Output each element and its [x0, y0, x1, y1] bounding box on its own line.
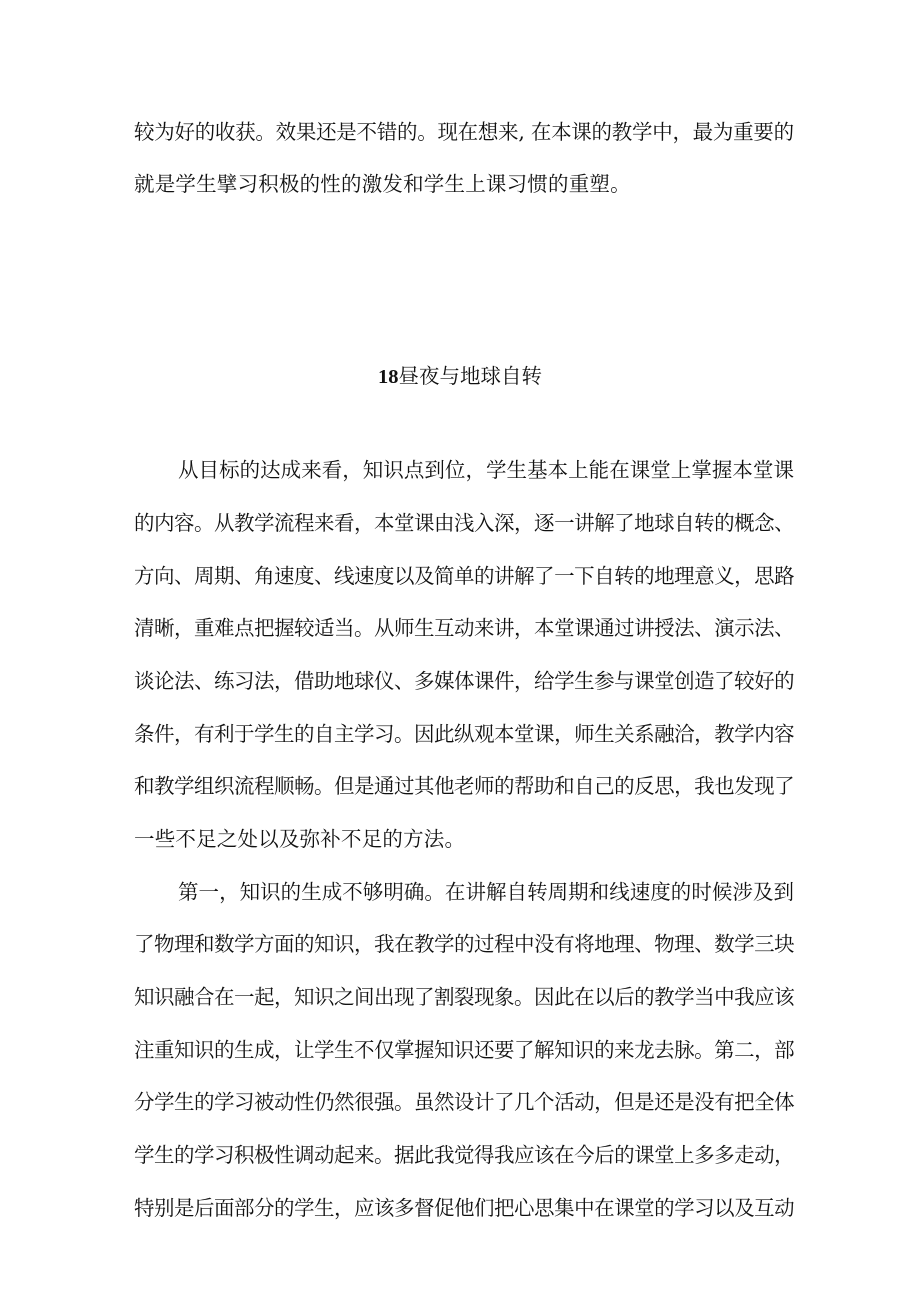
section-title-number: 18	[378, 366, 399, 388]
paragraph-2-line: 第一，知识的生成不够明确。在讲解自转周期和线速度的时候涉及到	[178, 880, 794, 904]
paragraph-1-line: 的内容。从教学流程来看，本堂课由浅入深，逐一讲解了地球自转的概念、	[134, 511, 795, 535]
paragraph-1-line: 从目标的达成来看，知识点到位，学生基本上能在课堂上掌握本堂课	[178, 458, 794, 482]
section-title-text: 昼夜与地球自转	[398, 364, 542, 388]
paragraph-2-line: 了物理和数学方面的知识，我在教学的过程中没有将地理、物理、数学三块	[134, 932, 795, 956]
section-title	[0, 362, 920, 391]
paragraph-1-line: 和教学组织流程顺畅。但是通过其他老师的帮助和自己的反思，我也发现了	[134, 774, 795, 798]
paragraph-1-line: 一些不足之处以及弥补不足的方法。	[134, 827, 466, 851]
paragraph-1-line: 方向、周期、角速度、线速度以及简单的讲解了一下自转的地理意义，思路	[134, 564, 795, 588]
paragraph-1-line: 条件，有利于学生的自主学习。因此纵观本堂课，师生关系融洽，教学内容	[134, 722, 795, 746]
paragraph-2-line: 知识融合在一起，知识之间出现了割裂现象。因此在以后的教学当中我应该	[134, 985, 795, 1009]
text-line: 就是学生擘习积极的性的激发和学生上课习惯的重塑。	[134, 172, 631, 196]
paragraph-2-line: 特别是后面部分的学生，应该多督促他们把心思集中在课堂的学习以及互动	[134, 1196, 795, 1220]
paragraph-2-line: 分学生的学习被动性仍然很强。虽然设计了几个活动，但是还是没有把全体	[134, 1090, 795, 1114]
paragraph-2-line: 学生的学习积极性调动起来。据此我觉得我应该在今后的课堂上多多走动，	[134, 1143, 795, 1167]
paragraph-2-line: 注重知识的生成，让学生不仅掌握知识还要了解知识的来龙去脉。第二，部	[134, 1038, 795, 1062]
text-line: 较为好的收获。效果还是不错的。现在想来, 在本课的教学中，最为重要的	[134, 120, 794, 144]
paragraph-1-line: 谈论法、练习法，借助地球仪、多媒体课件，给学生参与课堂创造了较好的	[134, 669, 795, 693]
paragraph-1-line: 清晰，重难点把握较适当。从师生互动来讲，本堂课通过讲授法、演示法、	[134, 616, 795, 640]
